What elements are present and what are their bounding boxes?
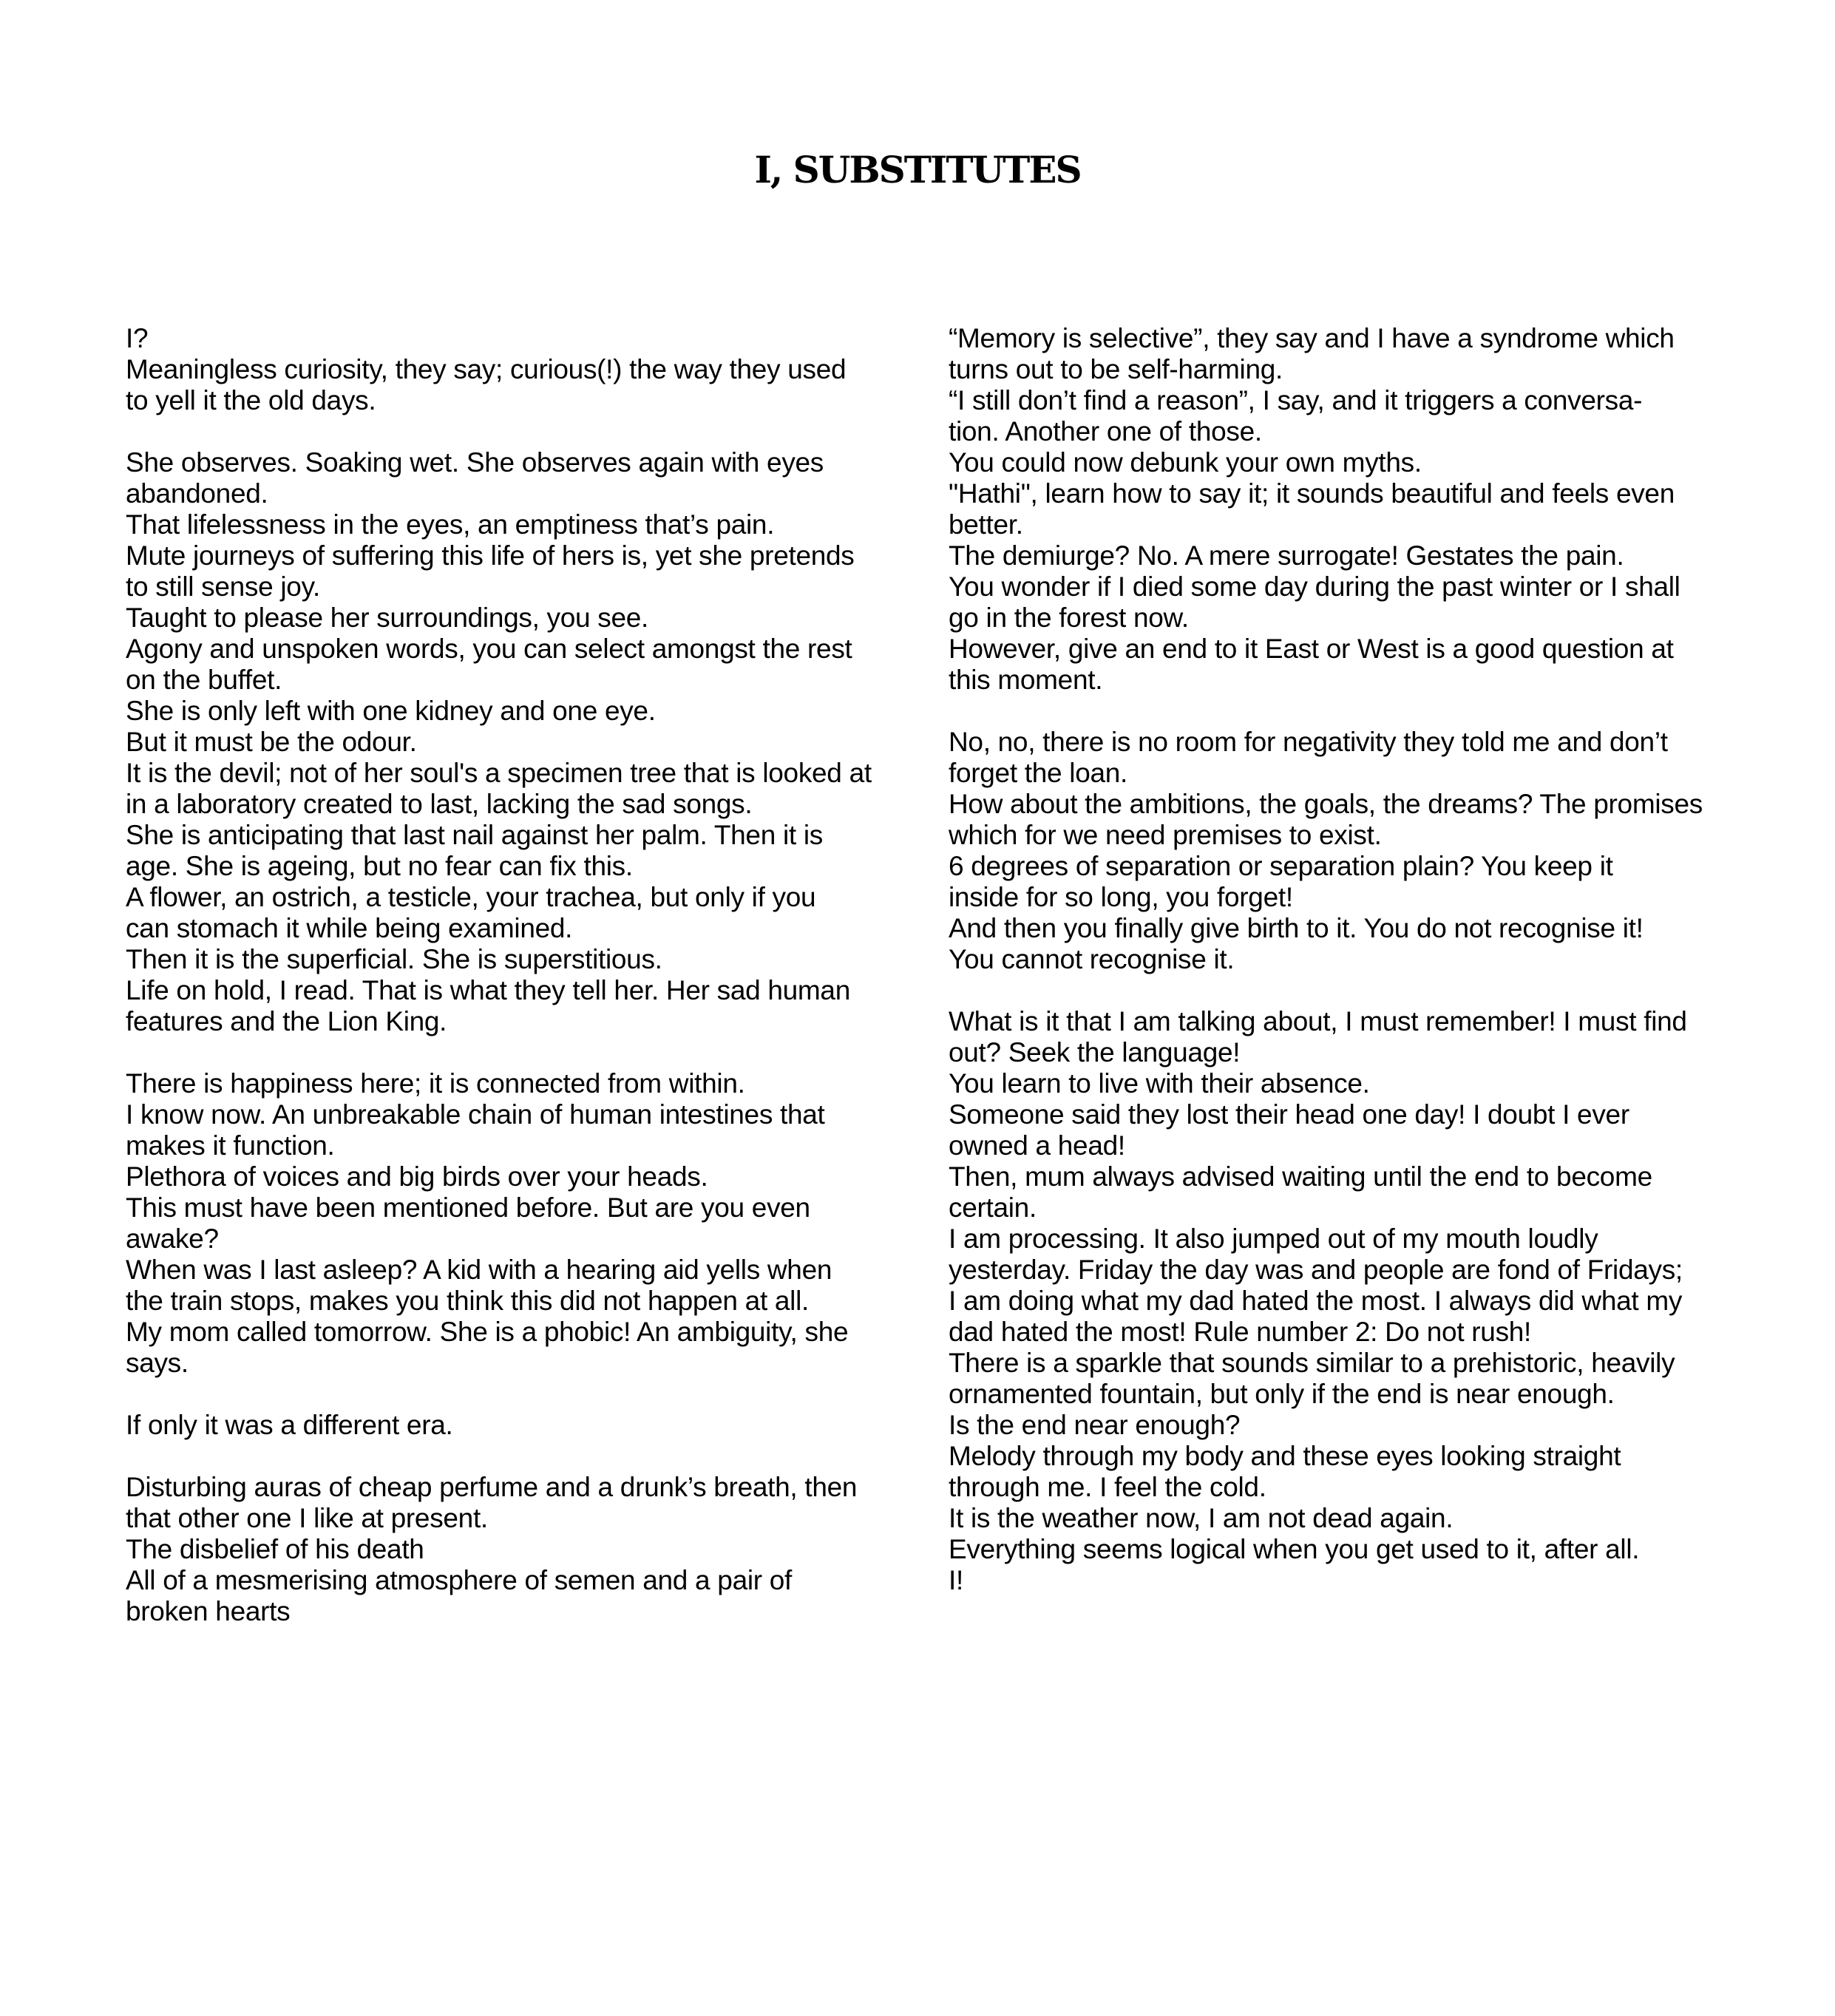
- text-line: If only it was a different era.: [126, 1410, 453, 1440]
- text-line: When was I last asleep? A kid with a hearing aid yells when: [126, 1255, 832, 1285]
- text-line: says.: [126, 1348, 189, 1378]
- text-line: I know now. An unbreakable chain of human intestines that: [126, 1099, 825, 1130]
- stanza-break: [126, 1037, 906, 1068]
- text-line: What is it that I am talking about, I must remember! I must find: [949, 1006, 1687, 1036]
- text-line: The demiurge? No. A mere surrogate! Gestates the pain.: [949, 540, 1624, 571]
- text-line: There is happiness here; it is connected from within.: [126, 1068, 745, 1099]
- text-line: out? Seek the language!: [949, 1037, 1241, 1068]
- text-line: certain.: [949, 1192, 1037, 1223]
- text-line: abandoned.: [126, 478, 268, 509]
- text-line: dad hated the most! Rule number 2: Do not rush!: [949, 1317, 1532, 1347]
- text-line: better.: [949, 509, 1023, 540]
- text-line: You could now debunk your own myths.: [949, 447, 1422, 478]
- text-line: makes it function.: [126, 1130, 335, 1161]
- text-line: The disbelief of his death: [126, 1534, 424, 1564]
- text-line: She observes. Soaking wet. She observes again with eyes: [126, 447, 824, 478]
- text-line: Everything seems logical when you get used to it, after all.: [949, 1534, 1640, 1564]
- text-line: in a laboratory created to last, lacking the sad songs.: [126, 789, 753, 819]
- text-line: the train stops, makes you think this did not happen at all.: [126, 1286, 810, 1316]
- text-line: However, give an end to it East or West is a good question at: [949, 634, 1674, 664]
- text-line: All of a mesmerising atmosphere of semen and a pair of: [126, 1565, 793, 1595]
- text-line: I am processing. It also jumped out of my mouth loudly: [949, 1223, 1598, 1254]
- text-line: She is only left with one kidney and one eye.: [126, 696, 656, 726]
- text-line: And then you finally give birth to it. You do not recognise it!: [949, 913, 1644, 943]
- text-line: to still sense joy.: [126, 571, 321, 602]
- text-line: Life on hold, I read. That is what they tell her. Her sad human: [126, 975, 850, 1005]
- text-line: features and the Lion King.: [126, 1006, 447, 1036]
- text-line: Is the end near enough?: [949, 1410, 1241, 1440]
- text-line: Disturbing auras of cheap perfume and a drunk’s breath, then: [126, 1472, 858, 1502]
- text-line: Melody through my body and these eyes looking straight: [949, 1441, 1621, 1471]
- left-text-column: [126, 323, 906, 1627]
- text-line: I?: [126, 323, 149, 353]
- text-line: this moment.: [949, 665, 1103, 695]
- text-line: No, no, there is no room for negativity they told me and don’t: [949, 727, 1668, 757]
- text-line: Meaningless curiosity, they say; curious(!) the way they used: [126, 354, 847, 384]
- text-line: can stomach it while being examined.: [126, 913, 573, 943]
- text-line: Taught to please her surroundings, you see.: [126, 603, 649, 633]
- text-line: Someone said they lost their head one day! I doubt I ever: [949, 1099, 1629, 1130]
- stanza-break: [949, 975, 1732, 1006]
- text-line: age. She is ageing, but no fear can fix this.: [126, 851, 633, 881]
- text-line: to yell it the old days.: [126, 385, 376, 415]
- text-line: awake?: [126, 1223, 219, 1254]
- text-line: “Memory is selective”, they say and I have a syndrome which: [949, 323, 1675, 353]
- text-line: Plethora of voices and big birds over your heads.: [126, 1161, 708, 1192]
- text-line: “I still don’t find a reason”, I say, and it triggers a conversa-: [949, 385, 1643, 415]
- text-line: ornamented fountain, but only if the end is near enough.: [949, 1379, 1615, 1409]
- text-line: go in the forest now.: [949, 603, 1189, 633]
- text-line: yesterday. Friday the day was and people are fond of Fridays;: [949, 1255, 1683, 1285]
- text-line: You cannot recognise it.: [949, 944, 1235, 974]
- text-line: which for we need premises to exist.: [949, 820, 1382, 850]
- stanza-break: [949, 696, 1732, 727]
- text-line: It is the devil; not of her soul's a specimen tree that is looked at: [126, 758, 872, 788]
- text-line: You learn to live with their absence.: [949, 1068, 1370, 1099]
- text-line: that other one I like at present.: [126, 1503, 488, 1533]
- text-line: "Hathi", learn how to say it; it sounds beautiful and feels even: [949, 478, 1675, 509]
- text-line: My mom called tomorrow. She is a phobic! An ambiguity, she: [126, 1317, 849, 1347]
- text-line: Then it is the superficial. She is superstitious.: [126, 944, 662, 974]
- text-line: There is a sparkle that sounds similar to a prehistoric, heavily: [949, 1348, 1675, 1378]
- text-line: owned a head!: [949, 1130, 1125, 1161]
- text-line: turns out to be self-harming.: [949, 354, 1283, 384]
- text-line: Agony and unspoken words, you can select amongst the rest: [126, 634, 852, 664]
- text-line: I am doing what my dad hated the most. I always did what my: [949, 1286, 1683, 1316]
- text-line: 6 degrees of separation or separation plain? You keep it: [949, 851, 1613, 881]
- text-line: How about the ambitions, the goals, the dreams? The promises: [949, 789, 1703, 819]
- text-line: She is anticipating that last nail against her palm. Then it is: [126, 820, 823, 850]
- text-line: A flower, an ostrich, a testicle, your trachea, but only if you: [126, 882, 816, 912]
- text-line: Then, mum always advised waiting until the end to become: [949, 1161, 1652, 1192]
- text-line: But it must be the odour.: [126, 727, 417, 757]
- text-line: through me. I feel the cold.: [949, 1472, 1266, 1502]
- text-line: This must have been mentioned before. But are you even: [126, 1192, 810, 1223]
- text-line: tion. Another one of those.: [949, 416, 1262, 447]
- text-line: broken hearts: [126, 1596, 291, 1626]
- text-line: That lifelessness in the eyes, an emptiness that’s pain.: [126, 509, 775, 540]
- text-line: forget the loan.: [949, 758, 1128, 788]
- text-line: Mute journeys of suffering this life of hers is, yet she pretends: [126, 540, 855, 571]
- right-text-column: [949, 323, 1732, 1596]
- page-title: I, SUBSTITUTES: [754, 148, 1081, 191]
- stanza-break: [126, 416, 906, 447]
- text-line: I!: [949, 1565, 963, 1595]
- text-line: on the buffet.: [126, 665, 282, 695]
- stanza-break: [126, 1379, 906, 1410]
- text-line: It is the weather now, I am not dead again.: [949, 1503, 1454, 1533]
- text-line: You wonder if I died some day during the past winter or I shall: [949, 571, 1680, 602]
- text-line: inside for so long, you forget!: [949, 882, 1293, 912]
- stanza-break: [126, 1441, 906, 1472]
